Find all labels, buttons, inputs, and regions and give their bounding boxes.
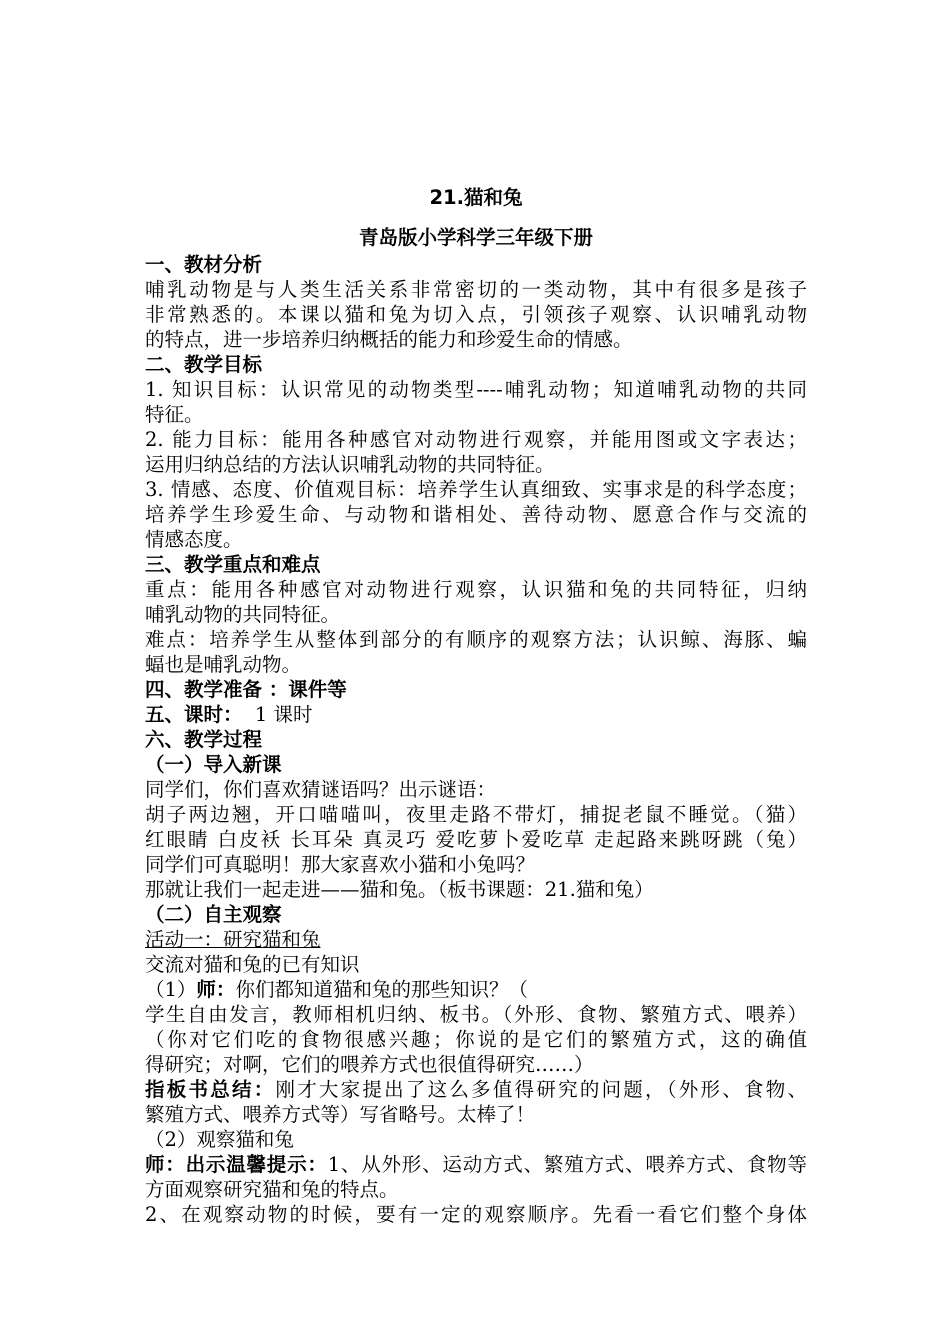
answer-line: 学生自由发言，教师相机归纳、板书。（外形、食物、繁殖方式、喂养） [145,1003,807,1026]
answer-line: 得研究；对啊，它们的喂养方式也很值得研究……） [145,1053,594,1076]
goal-ability-line: 2. 能力目标：能用各种感官对动物进行观察，并能用图或文字表达； [145,428,807,451]
riddle-rabbit: 红眼睛 白皮袄 长耳朵 真灵巧 爱吃萝卜爱吃草 走起路来跳呀跳（兔） [145,828,807,851]
activity-subtitle: 交流对猫和兔的已有知识 [145,953,360,976]
heading-key-points: 三、教学重点和难点 [145,553,321,576]
activity-title: 活动一：研究猫和兔 [145,928,321,951]
intro-line: 那就让我们一起走进——猫和兔。（板书课题：21.猫和兔） [145,878,654,901]
goal-attitude-line: 3. 情感、态度、价值观目标：培养学生认真细致、实事求是的科学态度； [145,478,807,501]
intro-line: 同学们，你们喜欢猜谜语吗？出示谜语： [145,778,497,801]
goal-knowledge-line: 特征。 [145,403,204,426]
tip-line: 师：出示温馨提示：1、从外形、运动方式、繁殖方式、喂养方式、食物等 [145,1153,807,1176]
class-hours-label: 五、课时： [145,703,243,726]
intro-line: 同学们可真聪明！那大家喜欢小猫和小兔吗？ [145,853,536,876]
tip-line: 方面观察研究猫和兔的特点。 [145,1178,399,1201]
observation-order-line: 2、在观察动物的时候，要有一定的观察顺序。先看一看它们整个身体 [145,1203,807,1226]
heading-class-hours [145,702,807,727]
key-point-line: 哺乳动物的共同特征。 [145,603,341,626]
paragraph-line: 非常熟悉的。本课以猫和兔为切入点，引领孩子观察、认识哺乳动物 [145,303,807,326]
summary-line: 指板书总结：刚才大家提出了这么多值得研究的问题，（外形、食物、 [145,1078,807,1101]
heading-preparation: 四、教学准备 ：课件等 [145,678,347,701]
question-one: （1）师：你们都知道猫和兔的那些知识？（ [145,978,528,1001]
answer-line: （你对它们吃的食物很感兴趣；你说的是它们的繁殖方式，这的确值 [145,1028,807,1051]
heading-material-analysis: 一、教材分析 [145,253,263,276]
question-two: （2）观察猫和兔 [145,1128,294,1151]
key-point-line: 重点：能用各种感官对动物进行观察，认识猫和兔的共同特征，归纳 [145,578,807,601]
difficulty-line: 难点：培养学生从整体到部分的有顺序的观察方法；认识鲸、海豚、蝙 [145,628,807,651]
section-intro-heading: （一）导入新课 [145,753,282,776]
paragraph-line: 的特点，进一步培养归纳概括的能力和珍爱生命的情感。 [145,328,633,351]
class-hours-value: 1 课时 [254,703,313,726]
document-page [145,184,807,1227]
goal-attitude-line: 培养学生珍爱生命、与动物和谐相处、善待动物、愿意合作与交流的 [145,503,807,526]
goal-knowledge-line: 1. 知识目标：认识常见的动物类型----哺乳动物；知道哺乳动物的共同 [145,378,807,401]
riddle-cat: 胡子两边翘，开口喵喵叫，夜里走路不带灯，捕捉老鼠不睡觉。（猫） [145,803,807,826]
page-subtitle: 青岛版小学科学三年级下册 [358,226,593,249]
goal-attitude-line: 情感态度。 [145,528,243,551]
page-title: 21.猫和兔 [429,186,523,209]
section-observation-heading: （二）自主观察 [145,903,282,926]
heading-teaching-goals: 二、教学目标 [145,353,263,376]
goal-ability-line: 运用归纳总结的方法认识哺乳动物的共同特征。 [145,453,555,476]
summary-line: 繁殖方式、喂养方式等）写省略号。太棒了！ [145,1103,536,1126]
heading-teaching-process: 六、教学过程 [145,728,263,751]
difficulty-line: 蝠也是哺乳动物。 [145,653,302,676]
paragraph-line: 哺乳动物是与人类生活关系非常密切的一类动物，其中有很多是孩子 [145,278,807,301]
